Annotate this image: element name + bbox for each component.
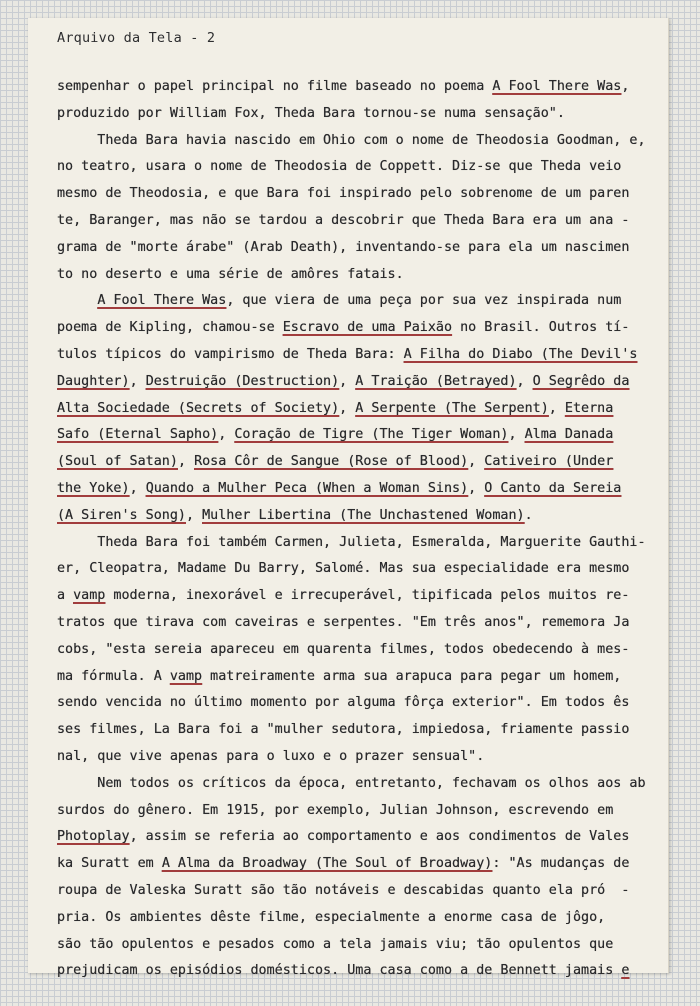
text-line xyxy=(57,583,630,610)
text-line xyxy=(57,154,627,181)
text-line xyxy=(57,905,627,932)
text-line xyxy=(57,556,630,583)
text-segment: , xyxy=(186,507,203,523)
text-segment: , xyxy=(516,373,533,389)
underlined-title: Destruição (Destruction) xyxy=(145,373,340,389)
underlined-title: Quando a Mulher Peca (When a Woman Sins) xyxy=(145,480,469,496)
text-segment: surdos do gênero. Em 1915, por exemplo, Julian Johnson, escrevendo em xyxy=(57,802,614,818)
text-line xyxy=(57,315,630,342)
underlined-title: Alma Danada xyxy=(524,427,614,443)
text-segment: nal, que vive apenas para o luxo e o prazer sensual". xyxy=(57,748,485,764)
text-segment: tratos que tirava com caveiras e serpentes. "Em três anos", rememora Ja xyxy=(57,614,630,630)
text-segment: , que viera de uma peça por sua vez inspirada num xyxy=(226,293,622,309)
text-segment: prejudicam os episódios domésticos. Uma casa como a de Bennett jamais xyxy=(57,963,622,979)
underlined-title: (Soul of Satan) xyxy=(57,454,178,470)
text-line xyxy=(57,476,627,503)
text-line xyxy=(57,530,646,557)
underlined-title: A Filha do Diabo (The Devil's xyxy=(403,346,638,362)
text-segment: mesmo de Theodosia, e que Bara foi inspirado pelo sobrenome de um paren xyxy=(57,186,630,202)
page-body-text xyxy=(57,74,646,985)
underlined-title: A Traição (Betrayed) xyxy=(355,373,517,389)
underlined-title: Daughter) xyxy=(57,373,130,389)
text-line xyxy=(57,396,627,423)
text-segment: moderna, inexorável e irrecuperável, tipificada pelos muitos re- xyxy=(105,588,630,604)
underlined-title: A Fool There Was xyxy=(492,79,622,94)
text-segment: Theda Bara foi também Carmen, Julieta, Esmeralda, Marguerite Gauthi- xyxy=(57,534,646,550)
text-segment: . xyxy=(524,507,533,523)
text-line xyxy=(57,637,630,664)
underlined-title: Coração de Tigre (The Tiger Woman) xyxy=(234,427,509,443)
text-line xyxy=(57,610,630,637)
text-line xyxy=(57,771,646,798)
text-segment: no Brasil. Outros tí- xyxy=(452,320,630,336)
text-segment: cobs, "esta sereia apareceu em quarenta filmes, todos obedecendo à mes- xyxy=(57,641,630,657)
underlined-title: O Segrêdo da xyxy=(532,373,630,389)
text-segment: sendo vencida no último momento por alguma fôrça exterior". Em todos ês xyxy=(57,695,630,711)
text-line xyxy=(57,369,630,396)
text-line xyxy=(57,422,627,449)
text-line xyxy=(57,798,627,825)
text-segment: sempenhar o papel principal no filme baseado no poema xyxy=(57,79,493,94)
text-segment: te, Baranger, mas não se tardou a descobrir que Theda Bara era um ana - xyxy=(57,212,630,228)
text-segment: , xyxy=(218,427,235,443)
underlined-title: Rosa Côr de Sangue (Rose of Blood) xyxy=(194,454,469,470)
underlined-title: e xyxy=(621,963,630,979)
underlined-title: Eterna xyxy=(564,400,614,416)
underlined-title: A Serpente (The Serpent) xyxy=(355,400,549,416)
text-segment: roupa de Valeska Suratt são tão notáveis e descabidas quanto ela pró - xyxy=(57,882,630,898)
text-segment: er, Cleopatra, Madame Du Barry, Salomé. Mas sua especialidade era mesmo xyxy=(57,561,630,577)
underlined-title: Mulher Libertina (The Unchastened Woman) xyxy=(202,507,525,523)
underlined-title: vamp xyxy=(169,668,203,684)
text-segment: pria. Os ambientes dêste filme, especialmente a enorme casa de jôgo, xyxy=(57,909,606,925)
text-segment: a xyxy=(57,588,74,604)
text-segment: Theda Bara havia nascido em Ohio com o nome de Theodosia Goodman, e, xyxy=(57,132,646,148)
text-segment: , xyxy=(339,400,356,416)
text-segment: , xyxy=(339,373,356,389)
text-segment xyxy=(57,293,97,308)
text-segment: poema de Kipling, chamou-se xyxy=(57,320,283,336)
underlined-title: Photoplay xyxy=(57,829,130,845)
text-segment: , xyxy=(621,79,630,94)
text-line xyxy=(57,824,630,851)
underlined-title: Safo (Eternal Sapho) xyxy=(57,427,219,443)
text-line xyxy=(57,449,627,476)
text-segment: , assim se referia ao comportamento e aos condimentos de Vales xyxy=(129,829,630,845)
page-header: Arquivo da Tela - 2 xyxy=(57,30,216,46)
text-line xyxy=(57,288,627,315)
text-line xyxy=(57,744,627,771)
underlined-title: (A Siren's Song) xyxy=(57,507,186,523)
text-line xyxy=(57,503,627,530)
underlined-title: A Alma da Broadway (The Soul of Broadway) xyxy=(161,856,493,872)
underlined-title: A Fool There Was xyxy=(97,293,227,309)
text-line xyxy=(57,690,630,717)
text-line xyxy=(57,851,630,878)
text-segment: , xyxy=(468,480,485,496)
text-line xyxy=(57,128,646,155)
text-segment: to no deserto e uma série de amôres fatais. xyxy=(57,266,404,282)
text-segment: matreiramente arma sua arapuca para pegar um homem, xyxy=(202,668,622,684)
text-line xyxy=(57,74,630,101)
underlined-title: Alta Sociedade (Secrets of Society) xyxy=(57,400,340,416)
text-line xyxy=(57,342,638,369)
text-segment: são tão opulentos e pesados como a tela jamais viu; tão opulentos que xyxy=(57,936,614,952)
underlined-title: vamp xyxy=(73,588,106,604)
text-line xyxy=(57,878,630,905)
text-segment: , xyxy=(129,480,146,496)
underlined-title: O Canto da Sereia xyxy=(484,480,622,496)
underlined-title: Cativeiro (Under xyxy=(484,454,614,470)
text-segment: : "As mudanças de xyxy=(492,856,630,872)
text-segment: produzido por William Fox, Theda Bara tornou-se numa sensação". xyxy=(57,105,565,121)
text-line xyxy=(57,717,630,744)
text-line xyxy=(57,235,630,262)
text-segment: grama de "morte árabe" (Arab Death), inventando-se para ela um nascimen xyxy=(57,239,630,255)
text-segment: ses filmes, La Bara foi a "mulher sedutora, impiedosa, friamente passio xyxy=(57,722,630,738)
underlined-title: Escravo de uma Paixão xyxy=(282,320,453,336)
text-segment: , xyxy=(548,400,565,416)
text-segment: tulos típicos do vampirismo de Theda Bara: xyxy=(57,346,404,362)
text-segment: , xyxy=(468,454,485,470)
text-line xyxy=(57,664,627,691)
text-line xyxy=(57,932,627,959)
text-line xyxy=(57,262,627,289)
text-line xyxy=(57,208,630,235)
text-segment: ma fórmula. A xyxy=(57,668,170,684)
text-segment: no teatro, usara o nome de Theodosia de Coppett. Diz-se que Theda veio xyxy=(57,159,622,175)
text-segment: , xyxy=(508,427,525,443)
text-segment: , xyxy=(177,454,195,470)
text-segment: , xyxy=(129,373,146,389)
underlined-title: the Yoke) xyxy=(57,480,130,496)
text-line xyxy=(57,101,627,128)
text-line xyxy=(57,958,630,985)
text-segment: Nem todos os críticos da época, entretanto, fechavam os olhos aos ab xyxy=(57,775,646,791)
text-segment: ka Suratt em xyxy=(57,856,162,872)
text-line xyxy=(57,181,630,208)
